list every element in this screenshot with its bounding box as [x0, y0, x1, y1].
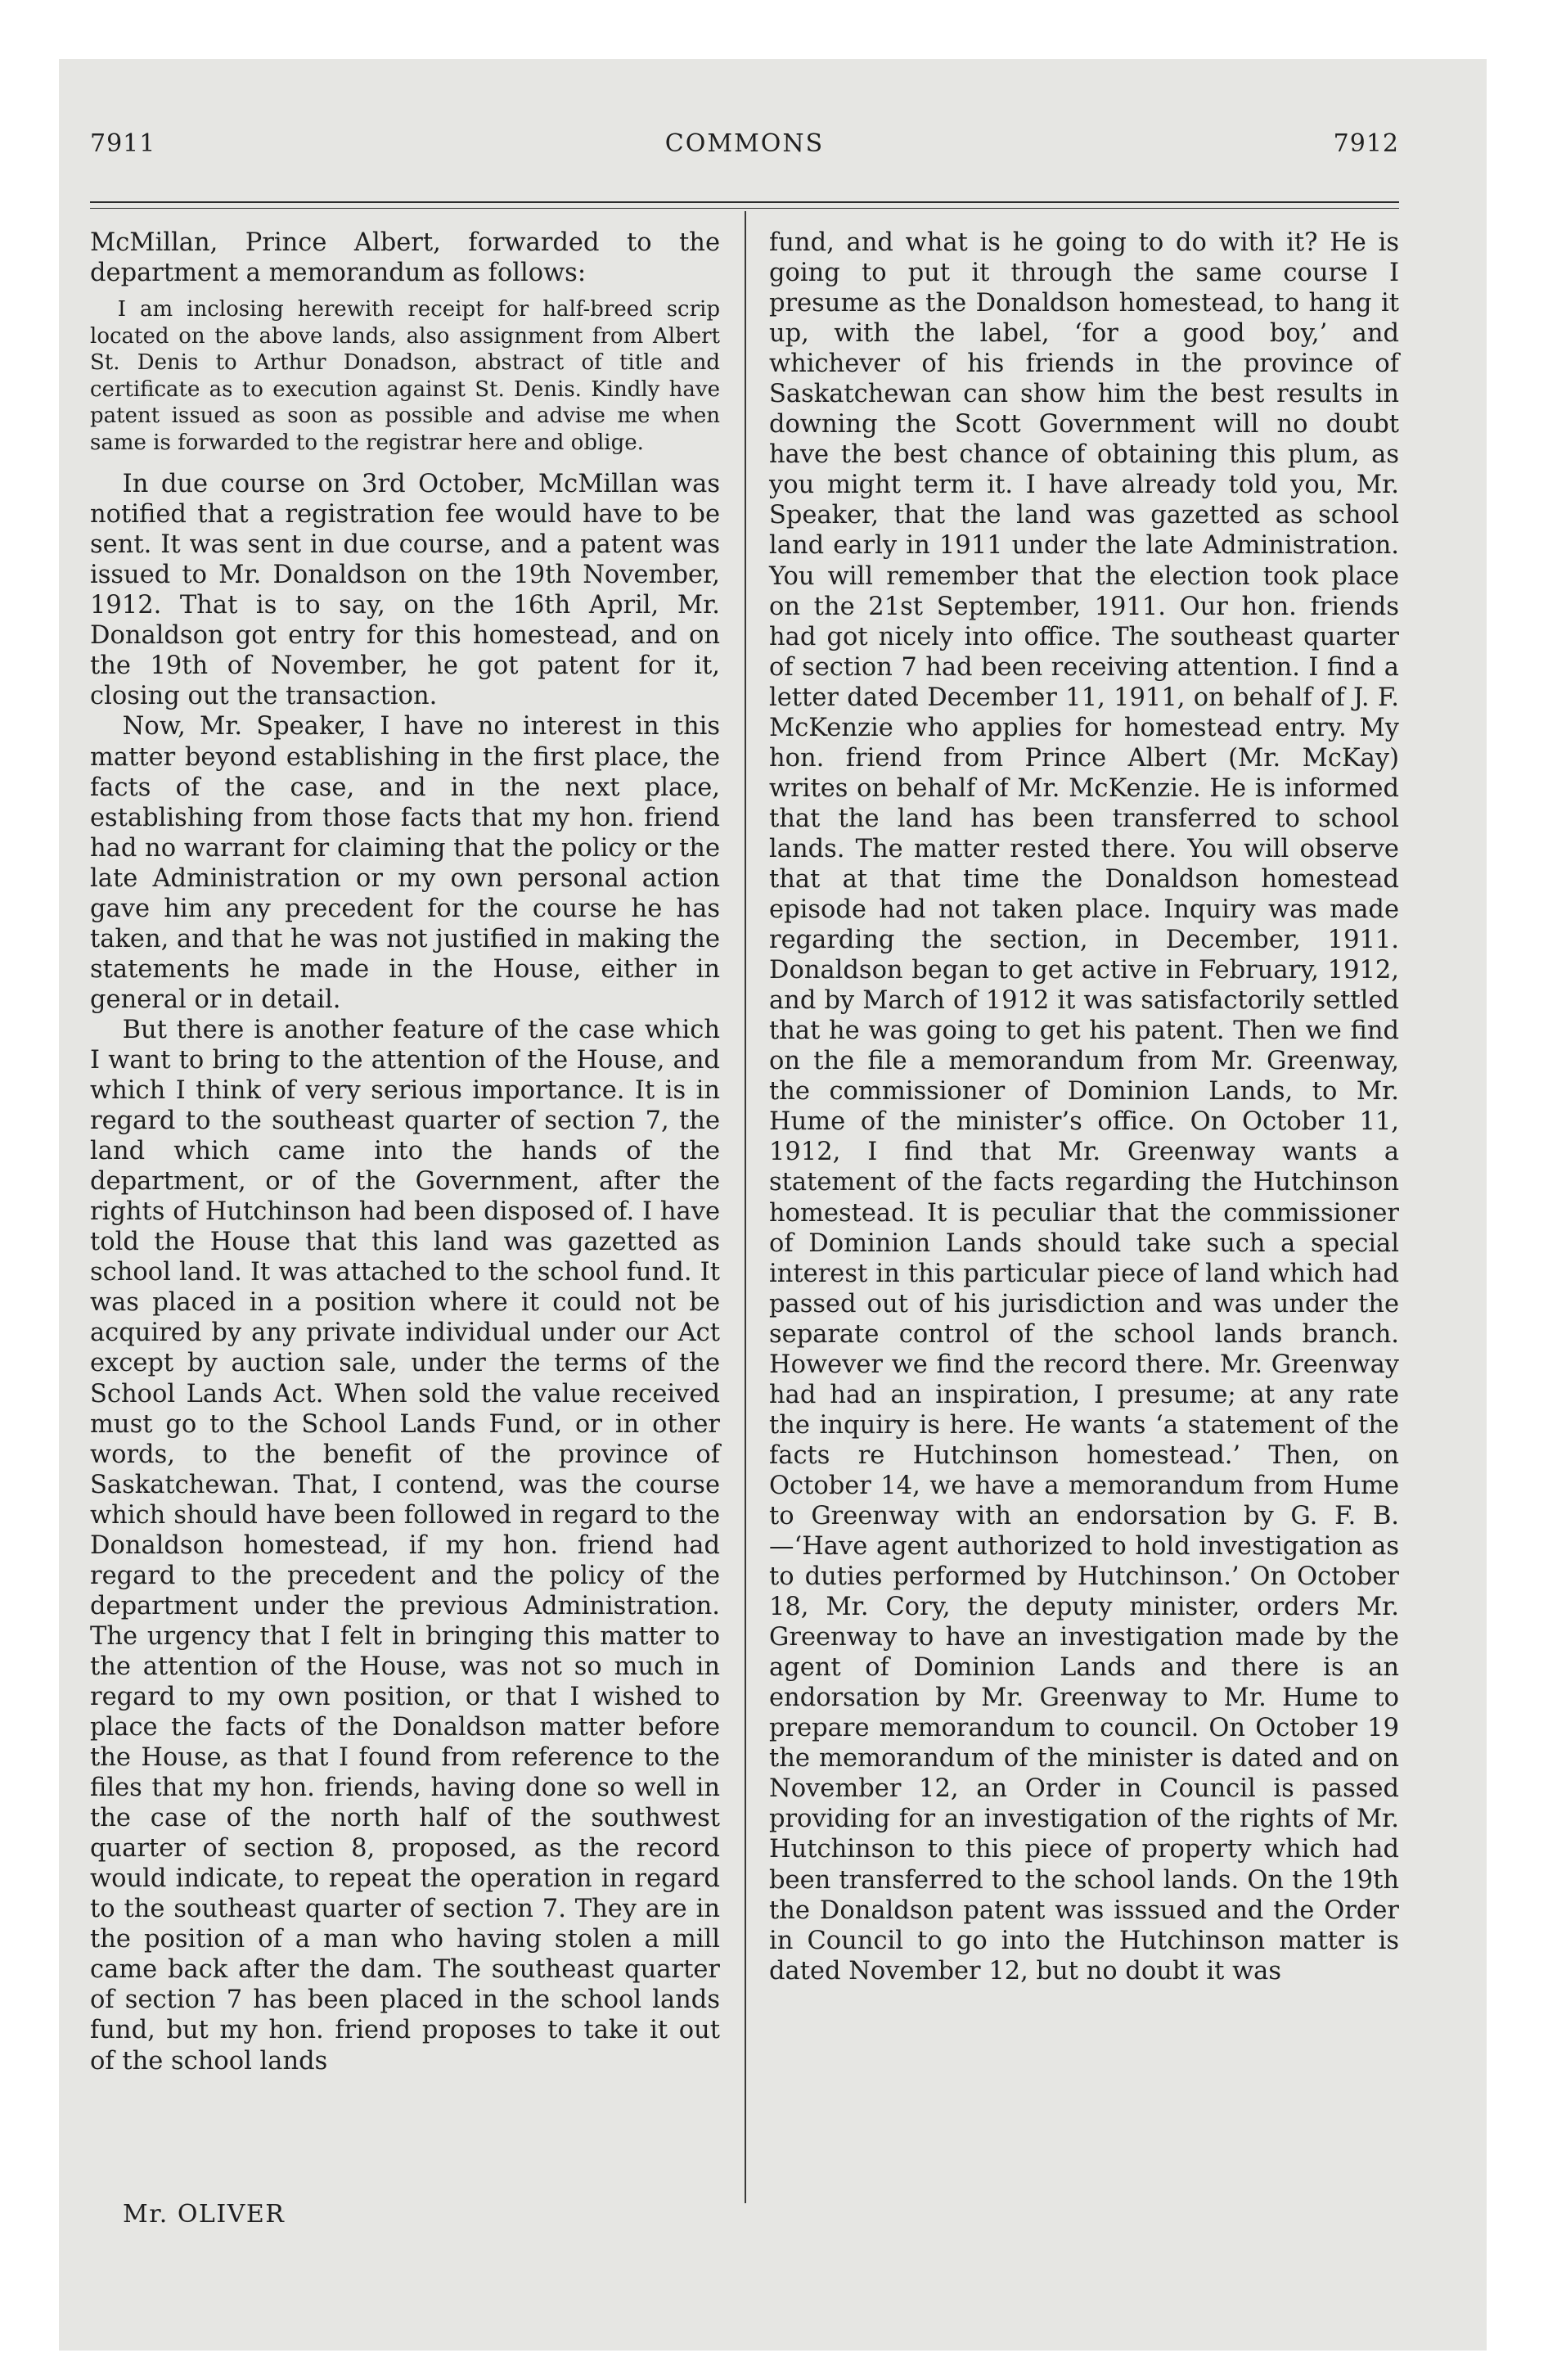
- header-title: COMMONS: [664, 129, 825, 158]
- page-number-left: 7911: [90, 129, 156, 158]
- column-divider: [745, 211, 746, 2203]
- paragraph: Now, Mr. Speaker, I have no interest in this matter beyond establishing in the first place, the facts of the case, and in the next place, establishing from those facts that my hon. friend had no warrant for claiming that the policy or the late Administration or my own personal action gave him any precedent for the course he has taken, and that he was not justified in making the statements he made in the House, either in general or in detail.: [90, 712, 720, 1014]
- paragraph: In due course on 3rd October, McMillan was notified that a registration fee would have to be sent. It was sent in due course, and a patent was issued to Mr. Donaldson on the 19th November, 1912. That is to say, on the 16th April, Mr. Donaldson got entry for this homestead, and on the 19th of November, he got patent for it, closing out the transaction.: [90, 470, 720, 711]
- header-rule-thin: [90, 208, 1399, 209]
- header-rule-thick: [90, 201, 1399, 203]
- hansard-page: [90, 65, 1399, 2292]
- running-header: [90, 129, 1399, 170]
- paragraph: McMillan, Prince Albert, forwarded to the department a memorandum as follows:: [90, 228, 720, 288]
- right-column: [769, 228, 1399, 1986]
- paragraph: fund, and what is he going to do with it? He is going to put it through the same course I presume as the Donaldson homestead, to hang it up, with the label, ‘for a good boy,’ and whichever of his friends in the province of Saskatchewan can show him the best results in downing the Scott Government will no doubt have the best chance of obtaining this plum, as you might term it. I have already told you, Mr. Speaker, that the land was gazetted as school land early in 1911 under the late Administration. You will remember that the election took place on the 21st September, 1911. Our hon. friends had got nicely into office. The southeast quarter of section 7 had been receiving attention. I find a letter dated December 11, 1911, on behalf of J. F. McKenzie who applies for homestead entry. My hon. friend from Prince Albert (Mr. McKay) writes on behalf of Mr. McKenzie. He is informed that the land has been transferred to school lands. The matter rested there. You will observe that at that time the Donaldson homestead episode had not taken place. Inquiry was made regarding the section, in December, 1911. Donaldson began to get active in February, 1912, and by March of 1912 it was satisfactorily settled that he was going to get his patent. Then we find on the file a memorandum from Mr. Greenway, the commissioner of Dominion Lands, to Mr. Hume of the minister’s office. On October 11, 1912, I find that Mr. Greenway wants a statement of the facts regarding the Hutchinson homestead. It is peculiar that the commissioner of Dominion Lands should take such a special interest in this particular piece of land which had passed out of his jurisdiction and was under the separate control of the school lands branch. However we find the record there. Mr. Greenway had had an inspiration, I presume; at any rate the inquiry is here. He wants ‘a statement of the facts re Hutchinson homestead.’ Then, on October 14, we have a memorandum from Hume to Greenway with an endorsation by G. F. B.—‘Have agent authorized to hold investigation as to duties performed by Hutchinson.’ On October 18, Mr. Cory, the deputy minister, orders Mr. Greenway to have an investigation made by the agent of Dominion Lands and there is an endorsation by Mr. Greenway to Mr. Hume to prepare memorandum to council. On October 19 the memorandum of the minister is dated and on November 12, an Order in Council is passed providing for an investigation of the rights of Mr. Hutchinson to this piece of property which had been transferred to the school lands. On the 19th the Donaldson patent was isssued and the Order in Council to go into the Hutchinson matter is dated November 12, but no doubt it was: [769, 228, 1399, 1986]
- page-number-right: 7912: [1333, 129, 1399, 158]
- paragraph: But there is another feature of the case which I want to bring to the attention of the House, and which I think of very serious importance. It is in regard to the southeast quarter of section 7, the land which came into the hands of the department, or of the Government, after the rights of Hutchinson had been disposed of. I have told the House that this land was gazetted as school land. It was attached to the school fund. It was placed in a position where it could not be acquired by any private individual under our Act except by auction sale, under the terms of the School Lands Act. When sold the value received must go to the School Lands Fund, or in other words, to the benefit of the province of Saskatchewan. That, I contend, was the course which should have been followed in regard to the Donaldson homestead, if my hon. friend had regard to the precedent and the policy of the department under the previous Administration. The urgency that I felt in bringing this matter to the attention of the House, was not so much in regard to my own position, or that I wished to place the facts of the Donaldson matter before the House, as that I found from reference to the files that my hon. friends, having done so well in the case of the north half of the southwest quarter of section 8, proposed, as the record would indicate, to repeat the operation in regard to the southeast quarter of section 7. They are in the position of a man who having stolen a mill came back after the dam. The southeast quarter of section 7 has been placed in the school lands fund, but my hon. friend proposes to take it out of the school lands: [90, 1015, 720, 2076]
- left-column: [90, 228, 720, 2076]
- speaker-footer: Mr. OLIVER: [123, 2200, 286, 2229]
- quoted-memorandum: I am inclosing herewith receipt for half-breed scrip located on the above lands, also assignment from Albert St. Denis to Arthur Donadson, abstract of title and certificate as to execution against St. Denis. Kindly have patent issued as soon as possible and advise me when same is forwarded to the registrar here and oblige.: [90, 297, 720, 455]
